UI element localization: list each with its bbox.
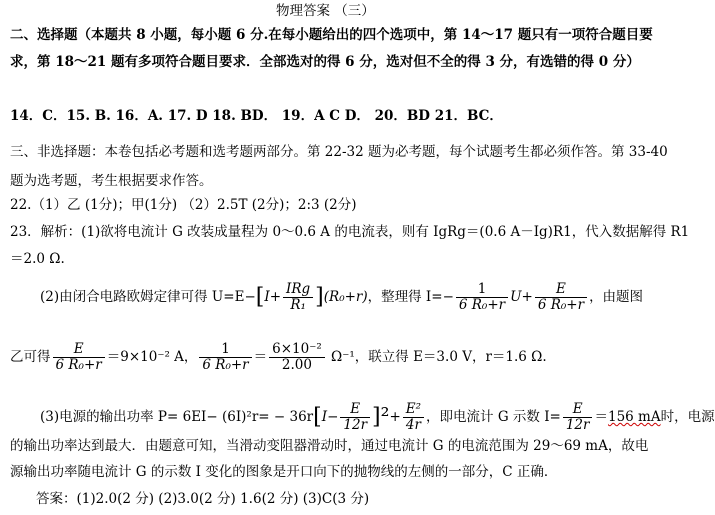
fraction-e-12r-b: $\frac{E}{12r}$ [563, 402, 593, 433]
fraction-e-over-2: $\frac{E}{\text{6 R₀+r}}$ [53, 342, 105, 373]
fraction-irg-r1: $\frac{\text{IRg}}{\text{R₁}}$ [283, 282, 313, 313]
fraction-one-over: $\frac{1}{\text{6 R₀+r}}$ [456, 282, 508, 313]
q22-answer: 22.（1）乙 (1分)；甲(1分) （2）2.5T (2分)；2:3 (2分) [10, 197, 357, 213]
page-title: 物理答案 （三） [276, 3, 375, 19]
fraction-slope: $\frac{\text{6×10⁻²}}{2.00}$ [269, 342, 325, 373]
q23-part2-prefix: (2)由闭合电路欧姆定律可得 U=E− [40, 289, 256, 305]
q23-part4-line-1: 的输出功率达到最大．由题意可知，当滑动变阻器滑动时，通过电流计 G 的电流范围为 29～69 mA，故电 [10, 438, 649, 454]
fraction-e-over: $\frac{E}{\text{6 R₀+r}}$ [535, 282, 587, 313]
current-value: 156 mA [607, 409, 661, 425]
q23-part2-mid: ，整理得 I=− [367, 289, 454, 305]
q23-line-2: ＝2.0 Ω. [10, 251, 65, 267]
q23-part2-line: (2)由闭合电路欧姆定律可得 U=E−[I+ $\frac{\text{IRg}}{\text{R₁}}$ ](R₀+r)，整理得 I=− $\frac{1}{\text{6 R₀+r}}$ U+ $\frac{E}{\text{6 R₀+r}}$ ，由题图 [40, 281, 644, 313]
section2-header-1: 二、选择题（本题共 8 小题，每小题 6 分.在每小题给出的四个选项中，第 14～17 题只有一项符合题目要 [10, 27, 653, 43]
q23-part3-line: (3)电源的输出功率 P= 6EI− (6I)²r= − 36r[I− $\frac{E}{12r}$ ]²+ $\frac{\text{E²}}{4r}$ ，即电流计 G 示数 I= $\frac{E}{12r}$ ＝156 mA时，电源 [40, 401, 715, 433]
q23-part2-suffix: ，由题图 [589, 289, 644, 305]
fraction-one-over-2: $\frac{1}{\text{6 R₀+r}}$ [199, 342, 251, 373]
q23-part4-line-2: 源输出功率随电流计 G 的示数 I 变化的图象是开口向下的抛物线的左侧的一部分，C 正确． [10, 464, 558, 480]
choice-answers: 14．C．15. B. 16．A. 17. D 18. BD． 19．A C D． 20．BD 21．BC． [10, 108, 503, 124]
section3-header-1: 三、非选择题：本卷包括必考题和选考题两部分。第 22-32 题为必考题，每个试题考生都必须作答。第 33-40 [10, 144, 668, 160]
q23-line-1: 23．解析：(1)欲将电流计 G 改装成量程为 0～0.6 A 的电流表，则有 IgRg＝(0.6 A－Ig)R1，代入数据解得 R1 [10, 224, 690, 240]
fraction-e-12r: $\frac{E}{12r}$ [340, 402, 370, 433]
final-answer: 答案：(1)2.0(2 分) (2)3.0(2 分) 1.6(2 分) (3)C(3 分) [36, 491, 370, 507]
q23-part2b-line: 乙可得 $\frac{E}{\text{6 R₀+r}}$ ＝9×10⁻² A， $\frac{1}{\text{6 R₀+r}}$ ＝ $\frac{\text{6×10⁻²}}{2.00}$ Ω⁻¹，联立得 E＝3.0 V，r＝1.6 Ω. [10, 341, 547, 373]
section2-header-2: 求，第 18～21 题有多项符合题目要求．全部选对的得 6 分，选对但不全的得 3 分，有选错的得 0 分） [10, 54, 640, 70]
section3-header-2: 题为选考题，考生根据要求作答。 [10, 173, 213, 189]
fraction-e2-4r: $\frac{\text{E²}}{4r}$ [403, 402, 424, 433]
